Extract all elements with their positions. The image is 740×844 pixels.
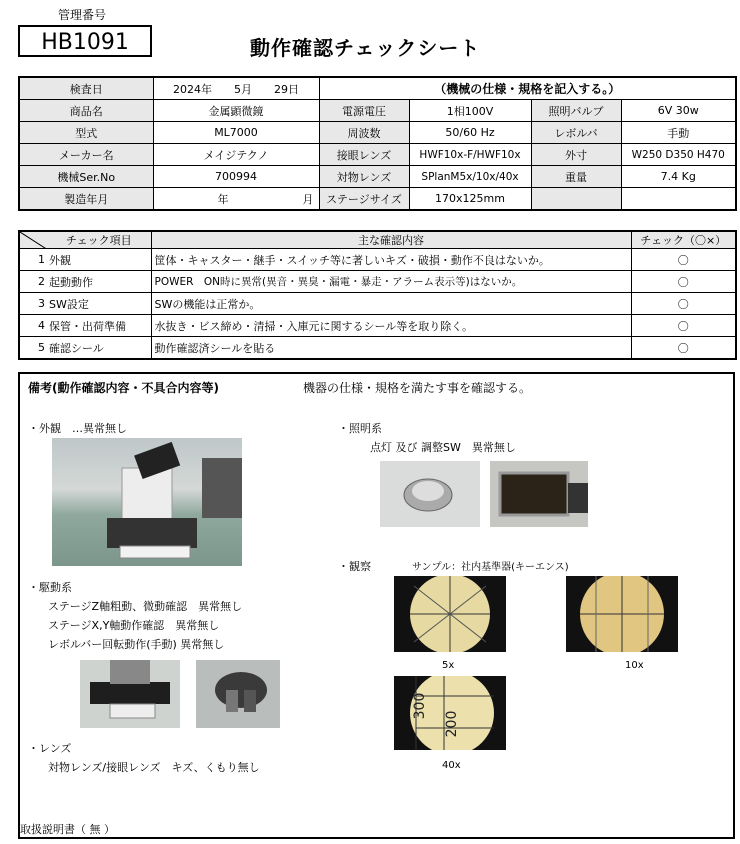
check-number: 3 bbox=[19, 293, 47, 315]
spec-instruction: （機械の仕様・規格を記入する。） bbox=[434, 82, 621, 96]
check-item: 外観 bbox=[47, 249, 151, 271]
magnification-label: 40x bbox=[442, 760, 461, 771]
scale-label: 200 bbox=[444, 710, 460, 738]
spec-label: 外寸 bbox=[531, 144, 621, 166]
inspection-date: 2024年 5月 29日 bbox=[153, 77, 319, 100]
spec-value: 1相100V bbox=[409, 100, 531, 122]
spec-table bbox=[18, 76, 737, 211]
check-description: SWの機能は正常か。 bbox=[151, 293, 631, 315]
drive-line: レボルバー回転動作(手動) 異常無し bbox=[48, 638, 225, 651]
diagonal-cell bbox=[19, 231, 47, 249]
spec-label: 機械Ser.No bbox=[19, 166, 153, 188]
spec-value: 700994 bbox=[153, 166, 319, 188]
magnification-label: 10x bbox=[625, 660, 644, 671]
light-illustration bbox=[490, 461, 588, 527]
spec-row bbox=[19, 100, 736, 122]
year-label: 年 bbox=[217, 192, 229, 206]
spec-row bbox=[19, 188, 736, 211]
spec-label: 周波数 bbox=[319, 122, 409, 144]
check-mark: 〇 bbox=[631, 315, 736, 337]
check-mark: 〇 bbox=[631, 337, 736, 360]
stage-photo bbox=[80, 660, 180, 728]
spec-row bbox=[19, 144, 736, 166]
spec-value: HWF10x-F/HWF10x bbox=[409, 144, 531, 166]
reticle-40x bbox=[394, 676, 506, 750]
magnification-label: 5x bbox=[442, 660, 455, 671]
light-photo-2 bbox=[490, 461, 588, 527]
spec-row bbox=[19, 166, 736, 188]
remarks-heading: 備考(動作確認内容・不具合内容等) bbox=[28, 381, 219, 395]
management-number-label: 管理番号 bbox=[58, 8, 107, 22]
spec-label: 型式 bbox=[19, 122, 153, 144]
check-header-row bbox=[19, 231, 736, 249]
spec-label: メーカー名 bbox=[19, 144, 153, 166]
spec-label: 対物レンズ bbox=[319, 166, 409, 188]
manual-status: 取扱説明書（ 無 ） bbox=[20, 823, 115, 836]
light-illustration bbox=[380, 461, 480, 527]
observation-sample: サンプル：社内基準器(キーエンス) bbox=[412, 562, 569, 573]
spec-value bbox=[621, 188, 736, 211]
check-description: POWER ON時に異常(異音・異臭・漏電・暴走・アラーム表示等)はないか。 bbox=[151, 271, 631, 293]
check-number: 4 bbox=[19, 315, 47, 337]
check-row bbox=[19, 271, 736, 293]
spec-label: 重量 bbox=[531, 166, 621, 188]
spec-label: 照明バルブ bbox=[531, 100, 621, 122]
spec-value: 金属顕微鏡 bbox=[153, 100, 319, 122]
check-header-item: チェック項目 bbox=[47, 231, 151, 249]
appearance-result: ・外観 …異常無し bbox=[28, 422, 127, 435]
check-mark: 〇 bbox=[631, 249, 736, 271]
remarks-box bbox=[18, 372, 735, 839]
spec-row bbox=[19, 122, 736, 144]
manufacture-date bbox=[153, 188, 319, 211]
check-table bbox=[18, 230, 737, 360]
check-row bbox=[19, 337, 736, 360]
observation-40x-photo bbox=[394, 676, 506, 750]
remarks-note: 機器の仕様・規格を満たす事を確認する。 bbox=[303, 381, 532, 395]
spec-value: 7.4 Kg bbox=[621, 166, 736, 188]
revolver-illustration bbox=[196, 660, 280, 728]
observation-10x-photo bbox=[566, 576, 678, 652]
observation-title: ・観察 bbox=[338, 560, 371, 573]
document-title: 動作確認チェックシート bbox=[250, 36, 481, 60]
drive-title: ・駆動系 bbox=[28, 581, 72, 594]
spec-value: SPlanM5x/10x/40x bbox=[409, 166, 531, 188]
scale-label: 300 bbox=[412, 692, 428, 720]
check-mark: 〇 bbox=[631, 271, 736, 293]
revolver-photo bbox=[196, 660, 280, 728]
management-number: HB1091 bbox=[18, 25, 152, 57]
month-label: 月 bbox=[302, 192, 314, 206]
light-photo-1 bbox=[380, 461, 480, 527]
lighting-result: 点灯 及び 調整SW 異常無し bbox=[370, 441, 516, 454]
stage-illustration bbox=[80, 660, 180, 728]
check-number: 1 bbox=[19, 249, 47, 271]
diagonal-line bbox=[20, 232, 47, 249]
spec-label: 検査日 bbox=[19, 77, 153, 100]
check-row bbox=[19, 315, 736, 337]
spec-label: 製造年月 bbox=[19, 188, 153, 211]
appearance-photo bbox=[52, 438, 242, 566]
spec-value: メイジテクノ bbox=[153, 144, 319, 166]
check-row bbox=[19, 249, 736, 271]
drive-line: ステージX,Y軸動作確認 異常無し bbox=[48, 619, 220, 632]
lens-title: ・レンズ bbox=[28, 742, 72, 755]
spec-value: 6V 30w bbox=[621, 100, 736, 122]
check-mark: 〇 bbox=[631, 293, 736, 315]
microscope-illustration bbox=[52, 438, 242, 566]
check-item: 保管・出荷準備 bbox=[47, 315, 151, 337]
spec-value: 手動 bbox=[621, 122, 736, 144]
check-header-mark: チェック（〇×） bbox=[631, 231, 736, 249]
check-item: 確認シール bbox=[47, 337, 151, 360]
reticle-5x bbox=[394, 576, 506, 652]
lighting-title: ・照明系 bbox=[338, 422, 382, 435]
check-row bbox=[19, 293, 736, 315]
spec-value: 50/60 Hz bbox=[409, 122, 531, 144]
observation-5x-photo bbox=[394, 576, 506, 652]
check-description: 動作確認済シールを貼る bbox=[151, 337, 631, 360]
reticle-10x bbox=[566, 576, 678, 652]
check-number: 5 bbox=[19, 337, 47, 360]
check-description: 筐体・キャスター・継手・スイッチ等に著しいキズ・破損・動作不良はないか。 bbox=[151, 249, 631, 271]
spec-row bbox=[19, 77, 736, 100]
spec-label: 接眼レンズ bbox=[319, 144, 409, 166]
check-item: 起動動作 bbox=[47, 271, 151, 293]
spec-value: W250 D350 H470 bbox=[621, 144, 736, 166]
spec-value: ML7000 bbox=[153, 122, 319, 144]
spec-label: 商品名 bbox=[19, 100, 153, 122]
spec-label bbox=[531, 188, 621, 211]
spec-label: ステージサイズ bbox=[319, 188, 409, 211]
spec-label: 電源電圧 bbox=[319, 100, 409, 122]
check-description: 水抜き・ビス締め・清掃・入庫元に関するシール等を取り除く。 bbox=[151, 315, 631, 337]
check-item: SW設定 bbox=[47, 293, 151, 315]
spec-label: レボルバ bbox=[531, 122, 621, 144]
check-header-desc: 主な確認内容 bbox=[151, 231, 631, 249]
check-number: 2 bbox=[19, 271, 47, 293]
lens-result: 対物レンズ/接眼レンズ キズ、くもり無し bbox=[48, 761, 260, 774]
spec-value: 170x125mm bbox=[409, 188, 531, 211]
drive-line: ステージZ軸粗動、微動確認 異常無し bbox=[48, 600, 243, 613]
